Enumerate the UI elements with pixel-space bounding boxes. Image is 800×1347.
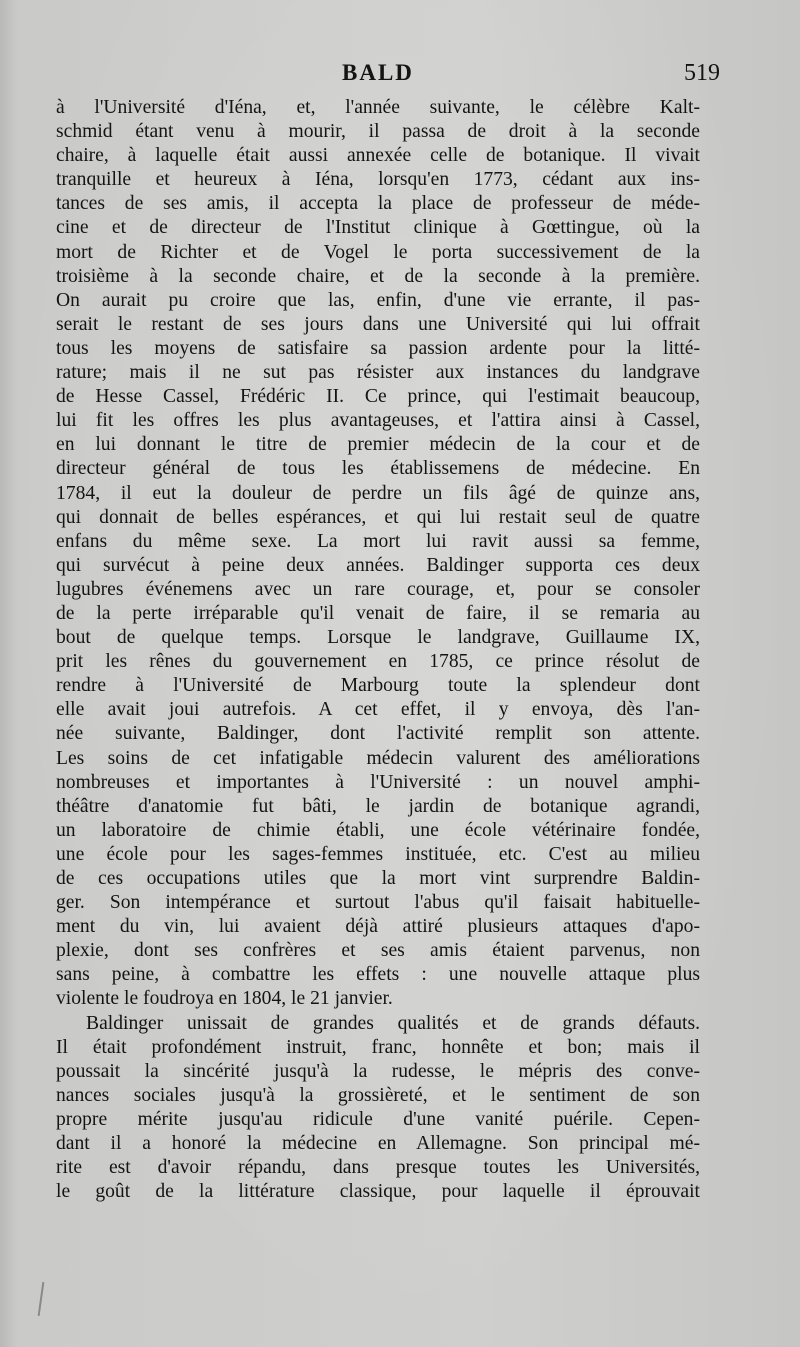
text-line: de la perte irréparable qu'il venait de faire, il se remaria au	[56, 602, 700, 624]
text-line: lui fit les offres les plus avantageuses, et l'attira ainsi à Cassel,	[56, 410, 700, 432]
text-line: 1784, il eut la douleur de perdre un fils âgé de quinze ans,	[56, 482, 700, 504]
text-line: sans peine, à combattre les effets : une nouvelle attaque plus	[56, 964, 700, 986]
running-head	[52, 60, 720, 90]
text-line: rature; mais il ne sut pas résister aux instances du landgrave	[56, 362, 700, 384]
text-line: Il était profondément instruit, franc, honnête et bon; mais il	[56, 1036, 700, 1058]
text-line: théâtre d'anatomie fut bâti, le jardin de botanique agrandi,	[56, 795, 700, 817]
text-line: tances de ses amis, il accepta la place de professeur de méde-	[56, 193, 700, 215]
text-line: elle avait joui autrefois. A cet effet, il y envoya, dès l'an-	[56, 699, 700, 721]
text-line: qui donnait de belles espérances, et qui lui restait seul de quatre	[56, 506, 700, 528]
text-line: rite est d'avoir répandu, dans presque toutes les Universités,	[56, 1157, 700, 1179]
margin-pencil-mark	[38, 1282, 45, 1316]
text-line: lugubres événemens avec un rare courage, et, pour se consoler	[56, 578, 700, 600]
text-line: bout de quelque temps. Lorsque le landgrave, Guillaume IX,	[56, 627, 700, 649]
text-line: chaire, à laquelle était aussi annexée celle de botanique. Il vivait	[56, 145, 700, 167]
text-line: dant il a honoré la médecine en Allemagne. Son principal mé-	[56, 1133, 700, 1155]
text-line: nances sociales jusqu'à la grossièreté, et le sentiment de son	[56, 1084, 700, 1106]
text-line: schmid étant venu à mourir, il passa de droit à la seconde	[56, 121, 700, 143]
text-line: en lui donnant le titre de premier médecin de la cour et de	[56, 434, 700, 456]
text-line: qui survécut à peine deux années. Baldinger supporta ces deux	[56, 554, 700, 576]
text-line: ment du vin, lui avaient déjà attiré plusieurs attaques d'apo-	[56, 916, 700, 938]
text-line: On aurait pu croire que las, enfin, d'une vie errante, il pas-	[56, 289, 700, 311]
page-number: 519	[684, 60, 720, 86]
text-line: serait le restant de ses jours dans une Université qui lui offrait	[56, 313, 700, 335]
running-head-title: BALD	[342, 60, 414, 85]
text-line: tranquille et heureux à Iéna, lorsqu'en 1773, cédant aux ins-	[56, 169, 700, 191]
text-line: rendre à l'Université de Marbourg toute la splendeur dont	[56, 675, 700, 697]
text-line: directeur général de tous les établissemens de médecine. En	[56, 458, 700, 480]
text-line: propre mérite jusqu'au ridicule d'une vanité puérile. Cepen-	[56, 1108, 700, 1130]
text-line: de Hesse Cassel, Frédéric II. Ce prince, qui l'estimait beaucoup,	[56, 386, 700, 408]
text-line: mort de Richter et de Vogel le porta successivement de la	[56, 241, 700, 263]
text-line: prit les rênes du gouvernement en 1785, ce prince résolut de	[56, 651, 700, 673]
text-line: une école pour les sages-femmes instituée, etc. C'est au milieu	[56, 843, 700, 865]
text-line: violente le foudroya en 1804, le 21 janvier.	[56, 988, 393, 1010]
text-line: Les soins de cet infatigable médecin valurent des améliorations	[56, 747, 700, 769]
text-line: cine et de directeur de l'Institut clinique à Gœttingue, où la	[56, 217, 700, 239]
text-line: un laboratoire de chimie établi, une école vétérinaire fondée,	[56, 819, 700, 841]
text-line: née suivante, Baldinger, dont l'activité remplit son attente.	[56, 723, 700, 745]
body-text	[56, 96, 700, 1204]
text-line: ger. Son intempérance et surtout l'abus qu'il faisait habituelle-	[56, 892, 700, 914]
text-line: nombreuses et importantes à l'Université : un nouvel amphi-	[56, 771, 700, 793]
text-line: enfans du même sexe. La mort lui ravit aussi sa femme,	[56, 530, 700, 552]
text-line: le goût de la littérature classique, pour laquelle il éprouvait	[56, 1181, 700, 1203]
text-line: troisième à la seconde chaire, et de la seconde à la première.	[56, 265, 700, 287]
text-line: tous les moyens de satisfaire sa passion ardente pour la litté-	[56, 337, 700, 359]
text-line: à l'Université d'Iéna, et, l'année suivante, le célèbre Kalt-	[56, 97, 700, 118]
text-line: poussait la sincérité jusqu'à la rudesse, le mépris des conve-	[56, 1060, 700, 1082]
text-line: Baldinger unissait de grandes qualités et de grands défauts.	[86, 1012, 700, 1034]
text-line: de ces occupations utiles que la mort vint surprendre Baldin-	[56, 868, 700, 889]
text-line: plexie, dont ses confrères et ses amis étaient parvenus, non	[56, 940, 700, 962]
